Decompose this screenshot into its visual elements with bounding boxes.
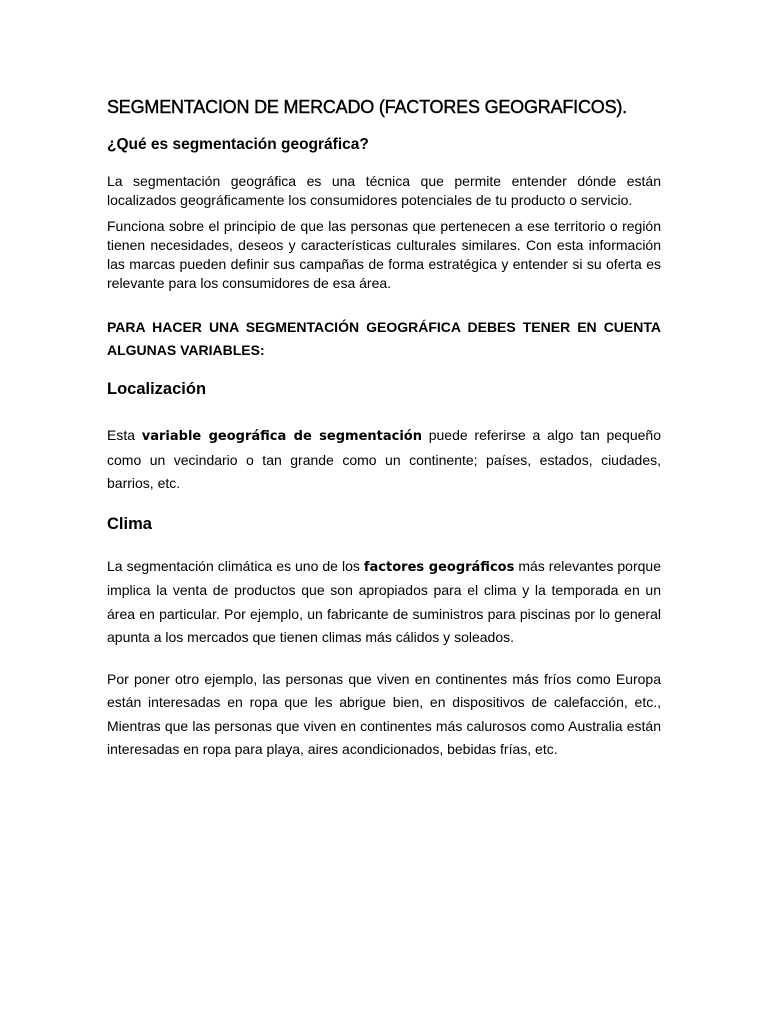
clima-paragraph-1 [107,555,661,650]
variables-heading: PARA HACER UNA SEGMENTACIÓN GEOGRÁFICA DEBES TENER EN CUENTA ALGUNAS VARIABLES: [107,319,661,358]
clima-p1-text-start: La segmentación climática es uno de los [107,557,364,574]
paragraph-definition: La segmentación geográfica es una técnica que permite entender dónde están localizados geográficamente los consumidores potenciales de tu producto o servicio. [107,173,661,208]
localizacion-paragraph [107,424,661,496]
document-title: SEGMENTACION DE MERCADO (FACTORES GEOGRAFICOS). [107,97,627,117]
localizacion-text-start: Esta [107,427,142,443]
localizacion-bold-term: variable geográfica de segmentación [141,429,422,444]
localizacion-text-end: puede referirse a algo tan pequeño como un vecindario o tan grande como un continente; países, estados, ciudades, barrios, etc. [107,427,661,491]
localizacion-heading: Localización [107,380,207,398]
clima-p1-text-end: más relevantes porque implica la venta de productos que son apropiados para el clima y la temporada en un área en particular. Por ejemplo, un fabricante de suministros para piscinas por lo general apunta a los mercados que tienen climas más cálidos y soleados. [107,557,661,645]
section-question-heading: ¿Qué es segmentación geográfica? [107,136,369,153]
clima-bold-term: factores geográficos [363,559,515,575]
clima-heading: Clima [107,514,152,533]
clima-paragraph-2: Por poner otro ejemplo, las personas que viven en continentes más fríos como Europa están interesadas en ropa que les abrigue bien, en dispositivos de calefacción, etc., Mientras que las personas que viven en continentes más calurosos como Australia están interesadas en ropa para playa, aires acondicionados, bebidas frías, etc. [107,670,661,757]
paragraph-principle: Funciona sobre el principio de que las personas que pertenecen a ese territorio o región tienen necesidades, deseos y características culturales similares. Con esta información las marcas pueden definir sus campañas de forma estratégica y entender si su oferta es relevante para los consumidores de esa área. [107,218,661,291]
document-page [107,94,661,762]
